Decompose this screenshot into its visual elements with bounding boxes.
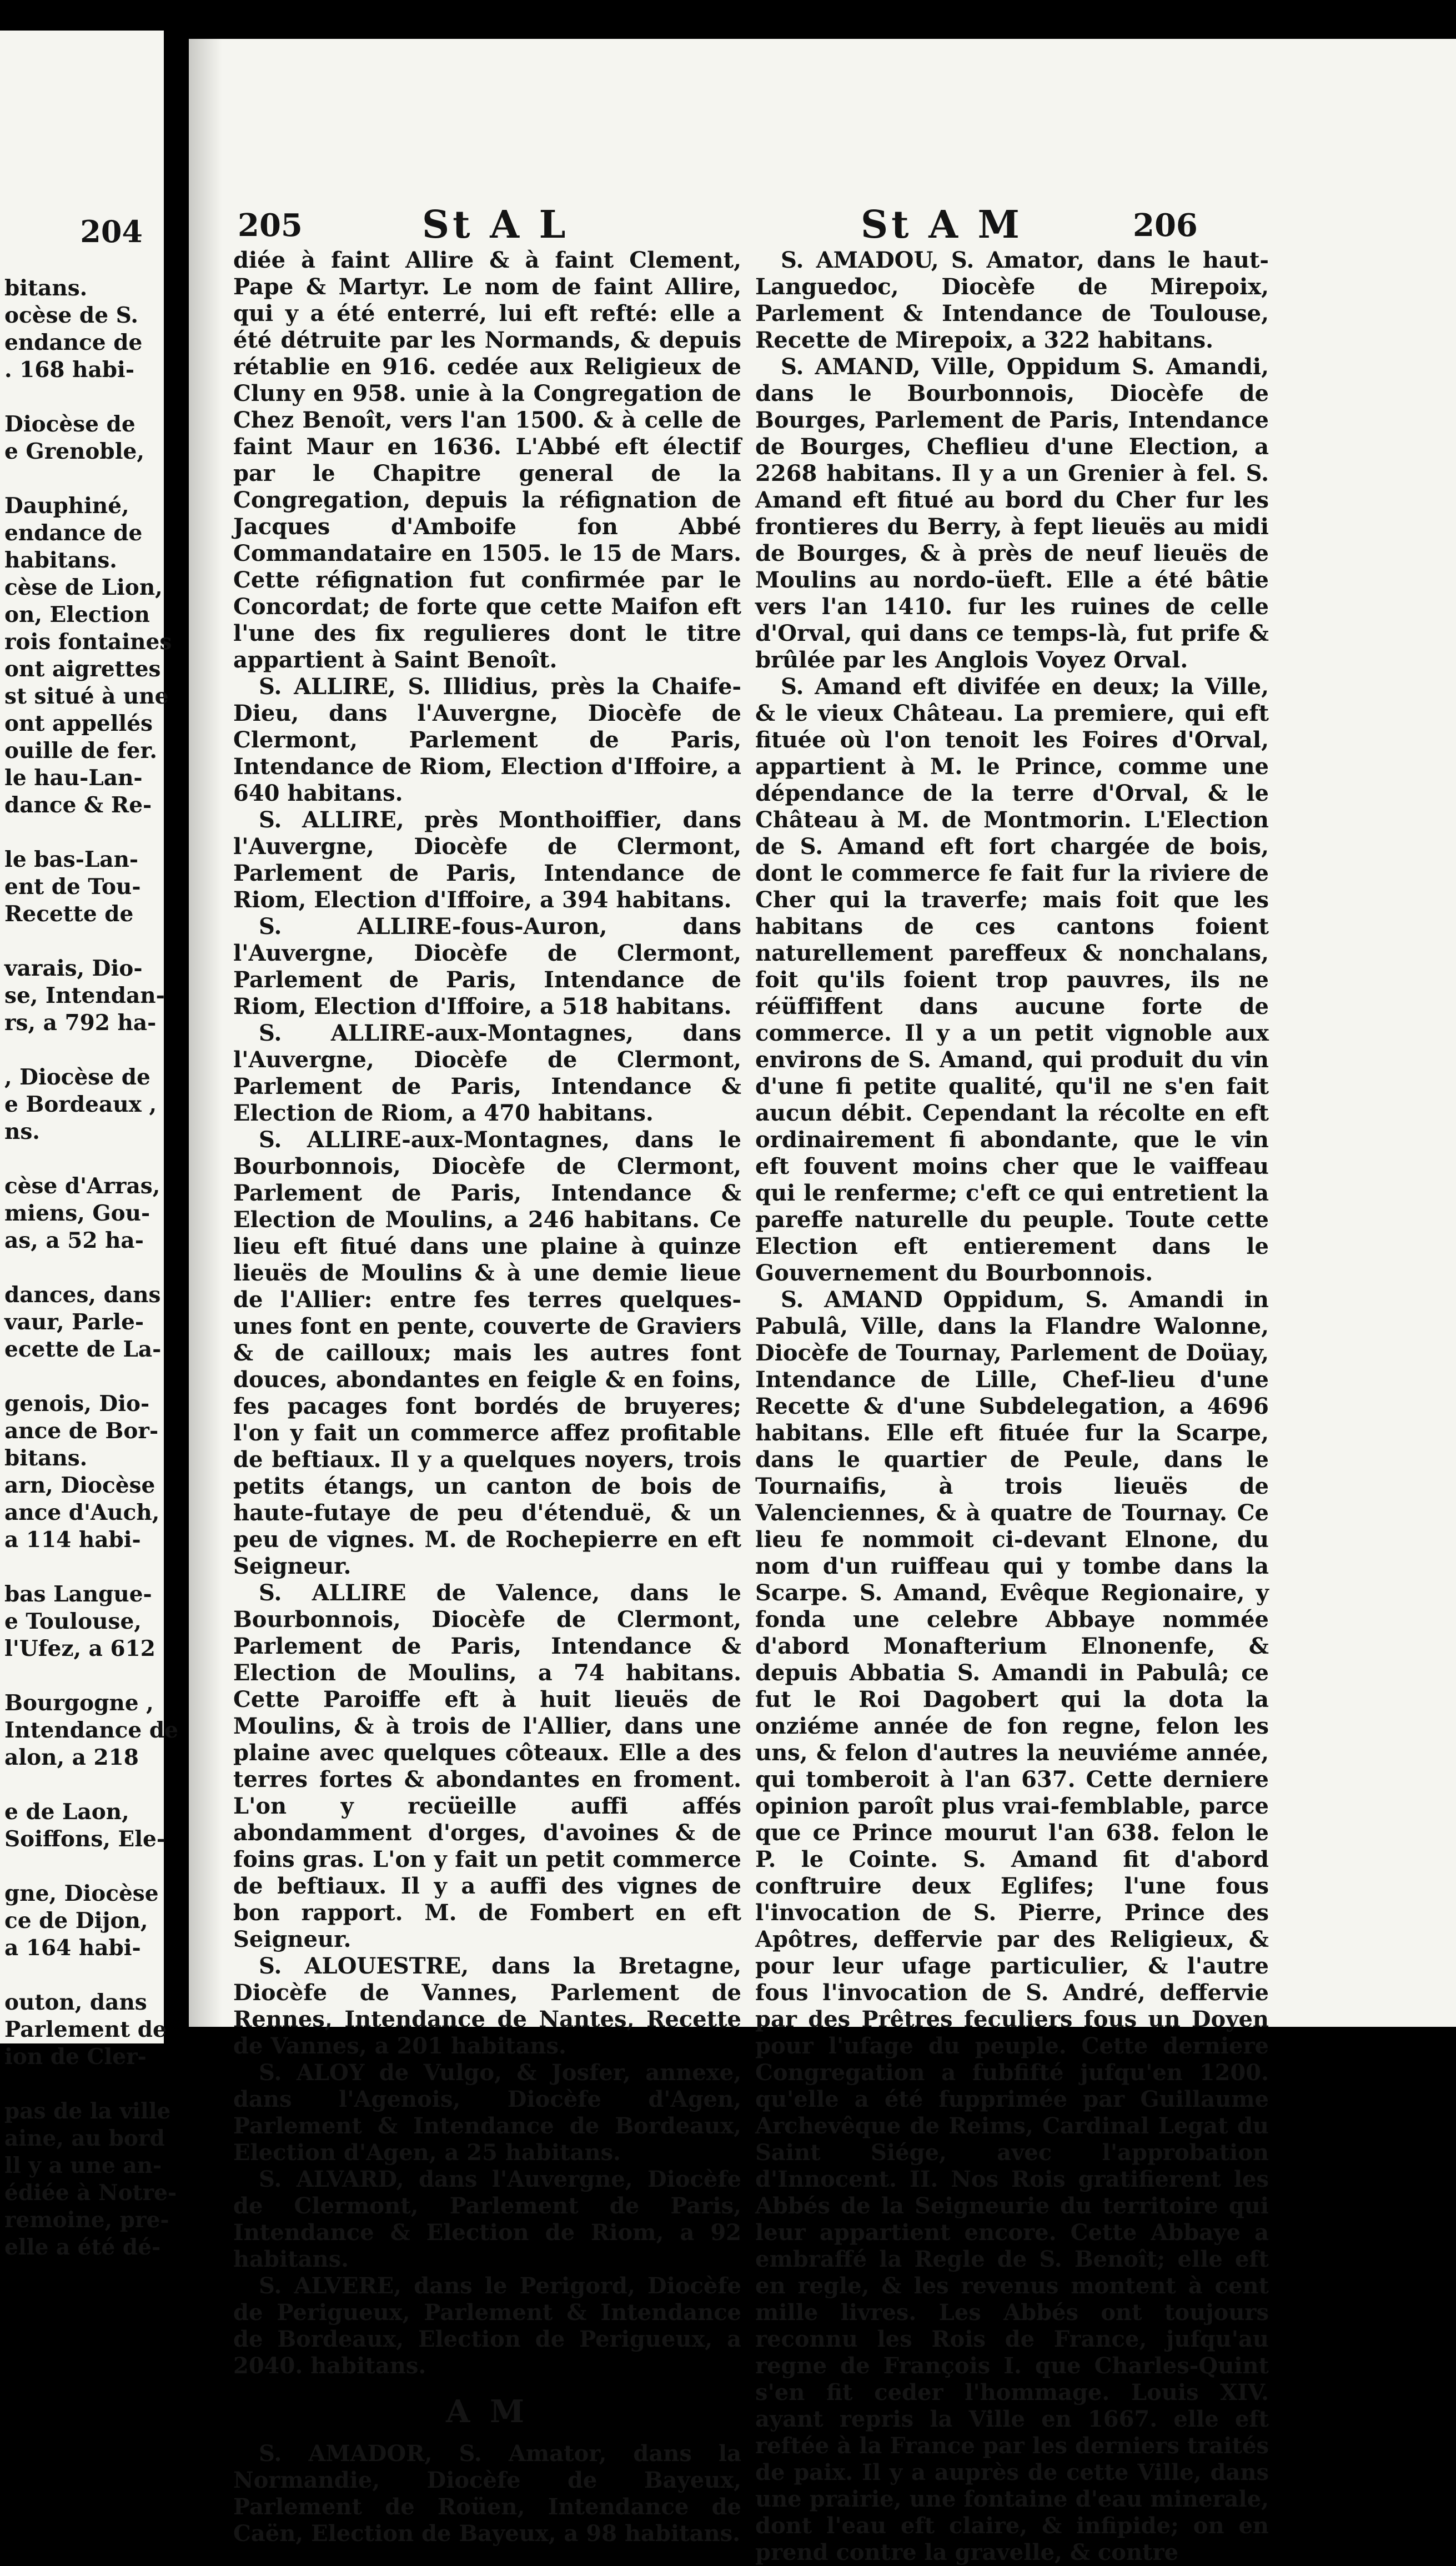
fragment-line: a 114 habi-: [4, 1527, 141, 1553]
gazetteer-entry: S. ALLIRE-aux-Montagnes, dans l'Auvergne, Diocèfe de Clermont, Parlement de Paris, Intendance & Election de Riom, a 470 habitans.: [233, 1020, 741, 1126]
gazetteer-entry: S. ALVARD, dans l'Auvergne, Diocèfe de Clermont, Parlement de Paris, Intendance & Election de Riom, a 92 habitans.: [233, 2166, 741, 2272]
gazetteer-entry: S. AMAND Oppidum, S. Amandi in Pabulâ, Ville, dans la Flandre Walonne, Diocèfe de Tournay, Parlement de Doüay, Intendance de Lille, Chef-lieu d'une Recette & d'une Subdelegation, a 4696 habitans. Elle eft fituée fur la Scarpe, dans le quartier de Peule, dans le Tournaifis, à trois lieuës de Valenciennes, & à quatre de Tournay. Ce lieu fe nommoit ci-devant Elnone, du nom d'un ruiffeau qui y tombe dans la Scarpe. S. Amand, Evêque Regionaire, y fonda une celebre Abbaye nommée d'abord Monafterium Elnonenfe, & depuis Abbatia S. Amandi in Pabulâ; ce fut le Roi Dagobert qui la dota la onziéme année de fon regne, felon les uns, & felon d'autres la neuviéme année, qui tomberoit à l'an 637. Cette derniere opinion paroît plus vrai-femblable, parce que ce Prince mourut l'an 638. felon le P. le Cointe. S. Amand fit d'abord conftruire deux Eglifes; l'une fous l'invocation de S. Pierre, Prince des Apôtres, deffervie par des Religieux, & pour leur ufage particulier, & l'autre fous l'invocation de S. André, deffervie par des Prêtres feculiers fous un Doyen pour l'ufage du peuple. Cette derniere Congregation a fubfifté jufqu'en 1200. qu'elle a été fupprimée par Guillaume Archevêque de Reims, Cardinal Legat du Saint Siége, avec l'approbation d'Innocent. II. Nos Rois gratifierent les Abbés de la Seigneurie du territoire qui leur appartient encore. Cette Abbaye a embraffé la Regle de S. Benoît; elle eft en regle, & les revenus montent à cent mille livres. Les Abbés ont toujours reconnu les Rois de France, jufqu'au regne de François I. que Charles-Quint s'en fit ceder l'hommage. Louis XIV. ayant repris la Ville en 1667. elle eft reftée à la France par les derniers traités de paix. Il y a auprès de cette Ville, dans une prairie, une fontaine d'eau minerale, dont l'eau eft claire, & infipide; on en prend contre la gravelle, & contre: [755, 1287, 1269, 2565]
previous-page-edge: [0, 31, 178, 2260]
text-column-left: [233, 247, 741, 2547]
gazetteer-entry: S. ALOY de Vulgo, & Josfer, annexe, dans l'Agenois, Diocèfe d'Agen, Parlement & Intendance de Bordeaux, Election d'Agen, a 25 habitans.: [233, 2060, 741, 2166]
fragment-line: st situé à une: [4, 684, 169, 709]
fragment-line: genois, Dio-: [4, 1391, 150, 1417]
fragment-line: vaur, Parle-: [4, 1309, 144, 1335]
fragment-line: ance de Bor-: [4, 1418, 159, 1444]
gazetteer-entry: S. ALOUESTRE, dans la Bretagne, Diocèfe de Vannes, Parlement de Rennes, Intendance de Nantes, Recette de Vannes, a 201 habitans.: [233, 1953, 741, 2059]
gazetteer-entry: S. Amand eft divifée en deux; la Ville, & le vieux Château. La premiere, qui eft fituée où l'on tenoit les Foires d'Orval, appartient à M. le Prince, comme une dépendance de la terre d'Orval, & le Château à M. de Montmorin. L'Election de S. Amand eft fort chargée de bois, dont le commerce fe fait fur la riviere de Cher qui la traverfe; mais foit que les habitans de ces cantons foient naturellement pareffeux & nonchalans, foit qu'ils foient trop pauvres, ils ne réüffiffent dans aucune forte de commerce. Il y a un petit vignoble aux environs de S. Amand, qui produit du vin d'une fi petite qualité, qu'il ne s'en fait aucun débit. Cependant la récolte en eft ordinairement fi abondante, que le vin eft fouvent moins cher que le vaiffeau qui le renferme; c'eft ce qui entretient la pareffe naturelle du peuple. Toute cette Election eft entierement dans le Gouvernement du Bourbonnois.: [755, 674, 1269, 1286]
fragment-line: pas de la ville: [4, 2098, 171, 2124]
fragment-line: e de Laon,: [4, 1799, 129, 1825]
running-head-left: St A L: [422, 203, 569, 247]
fragment-line: l'Ufez, a 612: [4, 1636, 155, 1661]
fragment-line: [4, 384, 154, 411]
fragment-line: dance & Re-: [4, 792, 152, 818]
fragment-line: [4, 928, 154, 955]
fragment-line: ouille de fer.: [4, 738, 157, 764]
gazetteer-entry: S. ALVERE, dans le Perigord, Diocèfe de Perigueux, Parlement & Intendance de Bordeaux, Election de Perigueux, a 2040. habitans.: [233, 2273, 741, 2379]
section-heading: A M: [446, 2393, 529, 2430]
fragment-line: endance de: [4, 330, 143, 355]
fragment-line: [4, 819, 154, 846]
page-header: [189, 203, 1456, 253]
fragment-line: rs, a 792 ha-: [4, 1010, 157, 1036]
text-column-right: [755, 247, 1269, 2566]
fragment-line: , Diocèse de: [4, 1064, 150, 1090]
fragment-line: Diocèse de: [4, 411, 135, 437]
fragment-line: . 168 habi-: [4, 357, 135, 383]
fragment-line: arn, Diocèse: [4, 1473, 155, 1498]
fragment-line: aine, au bord: [4, 2126, 165, 2151]
fragment-line: ecette de La-: [4, 1337, 162, 1362]
fragment-line: [4, 1037, 154, 1064]
gazetteer-entry: S. AMADOU, S. Amator, dans le haut-Languedoc, Diocèfe de Mirepoix, Parlement & Intendance de Toulouse, Recette de Mirepoix, a 322 habitans.: [755, 247, 1269, 353]
fragment-line: Recette de: [4, 901, 134, 927]
gazetteer-entry: S. AMADOR, S. Amator, dans la Normandie, Diocèfe de Bayeux, Parlement de Roüen, Intendance de Caën, Election de Bayeux, a 98 habitans.: [233, 2441, 741, 2547]
fragment-line: gne, Diocèse: [4, 1881, 159, 1906]
fragment-line: miens, Gou-: [4, 1201, 150, 1226]
fragment-line: se, Intendan-: [4, 983, 165, 1008]
fragment-line: Soiffons, Ele-: [4, 1826, 166, 1852]
fragment-line: [4, 1254, 154, 1282]
gazetteer-entry: S. ALLIRE, S. Illidius, près la Chaife-Dieu, dans l'Auvergne, Diocèfe de Clermont, Parlement de Paris, Intendance de Riom, Election d'Iffoire, a 640 habitans.: [233, 674, 741, 806]
fragment-line: ocèse de S.: [4, 303, 138, 328]
fragment-line: [4, 2071, 154, 2098]
fragment-line: varais, Dio-: [4, 956, 143, 981]
fragment-line: [4, 1363, 154, 1390]
fragment-line: ont aigrettes: [4, 656, 161, 682]
fragment-line: outon, dans: [4, 1990, 147, 2015]
fragment-line: e Grenoble,: [4, 439, 144, 464]
gazetteer-entry: S. ALLIRE de Valence, dans le Bourbonnois, Diocèfe de Clermont, Parlement de Paris, Intendance & Election de Moulins, a 74 habitans. Cette Paroiffe eft à huit lieuës de Moulins, & à trois de l'Allier, dans une plaine avec quelques côteaux. Elle a des terres fortes & abondantes en froment. L'on y recüeille auffi affés abondamment d'orges, d'avoines & de foins gras. L'on y fait un petit commerce de beftiaux. Il y a auffi des vignes de bon rapport. M. de Fombert en eft Seigneur.: [233, 1580, 741, 1952]
fragment-line: édiée à Notre-: [4, 2180, 177, 2206]
fragment-line: [4, 1663, 154, 1690]
previous-page-number: 204: [80, 214, 143, 249]
fragment-line: on, Election: [4, 602, 150, 627]
fragment-line: [4, 1853, 154, 1880]
gazetteer-entry: diée à faint Allire & à faint Clement, Pape & Martyr. Le nom de faint Allire, qui y a été enterré, lui eft refté: elle a été détruite par les Normands, & depuis rétablie en 916. cedée aux Religieux de Cluny en 958. unie à la Congregation de Chez Benoît, vers l'an 1500. & à celle de faint Maur en 1636. L'Abbé eft électif par le Chapitre general de la Congregation, depuis la réfignation de Jacques d'Amboife fon Abbé Commandataire en 1505. le 15 de Mars. Cette réfignation fut confirmée par le Concordat; de forte que cette Maifon eft l'une des fix regulieres dont le titre appartient à Saint Benoît.: [233, 247, 741, 673]
page-number-left: 205: [238, 207, 303, 244]
fragment-line: le bas-Lan-: [4, 847, 139, 872]
gazetteer-entry: S. ALLIRE, près Monthoiffier, dans l'Auvergne, Diocèfe de Clermont, Parlement de Paris, Intendance de Riom, Election d'Iffoire, a 394 habitans.: [233, 807, 741, 913]
running-head-right: St A M: [861, 203, 1023, 247]
fragment-line: cèse d'Arras,: [4, 1173, 160, 1199]
book-page-spread: [189, 39, 1456, 2565]
fragment-line: Dauphiné,: [4, 493, 129, 519]
fragment-line: remoine, pre-: [4, 2207, 169, 2233]
fragment-line: e Toulouse,: [4, 1609, 142, 1634]
fragment-line: ll y a une an-: [4, 2153, 162, 2178]
gazetteer-entry: S. ALLIRE-aux-Montagnes, dans le Bourbonnois, Diocèfe de Clermont, Parlement de Paris, Intendance & Election de Moulins, a 246 habitans. Ce lieu eft fitué dans une plaine à quinze lieuës de Moulins & à une demie lieue de l'Allier: entre fes terres quelques-unes font en pente, couverte de Graviers & de cailloux; mais les autres font douces, abondantes en feigle & en foins, fes pacages font bordés de bruyeres; l'on y fait un commerce affez profitable de beftiaux. Il y a quelques noyers, trois petits étangs, un canton de bois de haute-futaye de peu d'étenduë, & un peu de vignes. M. de Rochepierre en eft Seigneur.: [233, 1127, 741, 1579]
fragment-line: alon, a 218: [4, 1745, 139, 1770]
fragment-line: endance de: [4, 520, 143, 546]
fragment-line: as, a 52 ha-: [4, 1228, 144, 1253]
fragment-line: a 164 habi-: [4, 1935, 141, 1961]
gazetteer-entry: S. AMAND, Ville, Oppidum S. Amandi, dans le Bourbonnois, Diocèfe de Bourges, Parlement de Paris, Intendance de Bourges, Cheflieu d'une Election, a 2268 habitans. Il y a un Grenier à fel. S. Amand eft fitué au bord du Cher fur les frontieres du Berry, à fept lieuës au midi de Bourges, & à près de neuf lieuës de Moulins au nordo-üeft. Elle a été bâtie vers l'an 1410. fur les ruines de celle d'Orval, qui dans ce temps-là, fut prife & brûlée par les Anglois Voyez Orval.: [755, 354, 1269, 673]
fragment-line: rois fontaines: [4, 629, 172, 655]
fragment-line: ce de Dijon,: [4, 1908, 148, 1934]
gazetteer-entry: S. ALLIRE-fous-Auron, dans l'Auvergne, Diocèfe de Clermont, Parlement de Paris, Intendance de Riom, Election d'Iffoire, a 518 habitans.: [233, 913, 741, 1020]
fragment-line: bitans.: [4, 1445, 88, 1471]
fragment-line: [4, 1146, 154, 1173]
fragment-line: [4, 1554, 154, 1581]
fragment-line: [4, 1962, 154, 1989]
previous-page-text-fragments: [4, 275, 178, 2261]
page-gutter-shadow: [189, 39, 222, 2027]
fragment-line: Bourgogne ,: [4, 1690, 154, 1716]
fragment-line: le hau-Lan-: [4, 765, 143, 791]
fragment-line: bitans.: [4, 275, 88, 301]
fragment-line: ns.: [4, 1119, 40, 1144]
fragment-line: elle a été dé-: [4, 2234, 161, 2260]
fragment-line: Parlement de: [4, 2017, 167, 2042]
fragment-line: Intendance de: [4, 1718, 178, 1743]
fragment-line: ent de Tou-: [4, 874, 141, 900]
fragment-line: [4, 1771, 154, 1799]
page-number-right: 206: [1133, 207, 1198, 244]
fragment-line: ance d'Auch,: [4, 1500, 160, 1525]
fragment-line: ont appellés: [4, 711, 153, 736]
fragment-line: dances, dans: [4, 1282, 161, 1308]
fragment-line: cèse de Lion,: [4, 575, 163, 600]
fragment-line: bas Langue-: [4, 1581, 152, 1607]
fragment-line: [4, 465, 154, 493]
fragment-line: e Bordeaux ,: [4, 1092, 157, 1117]
fragment-line: ion de Cler-: [4, 2044, 147, 2070]
fragment-line: habitans.: [4, 548, 117, 573]
